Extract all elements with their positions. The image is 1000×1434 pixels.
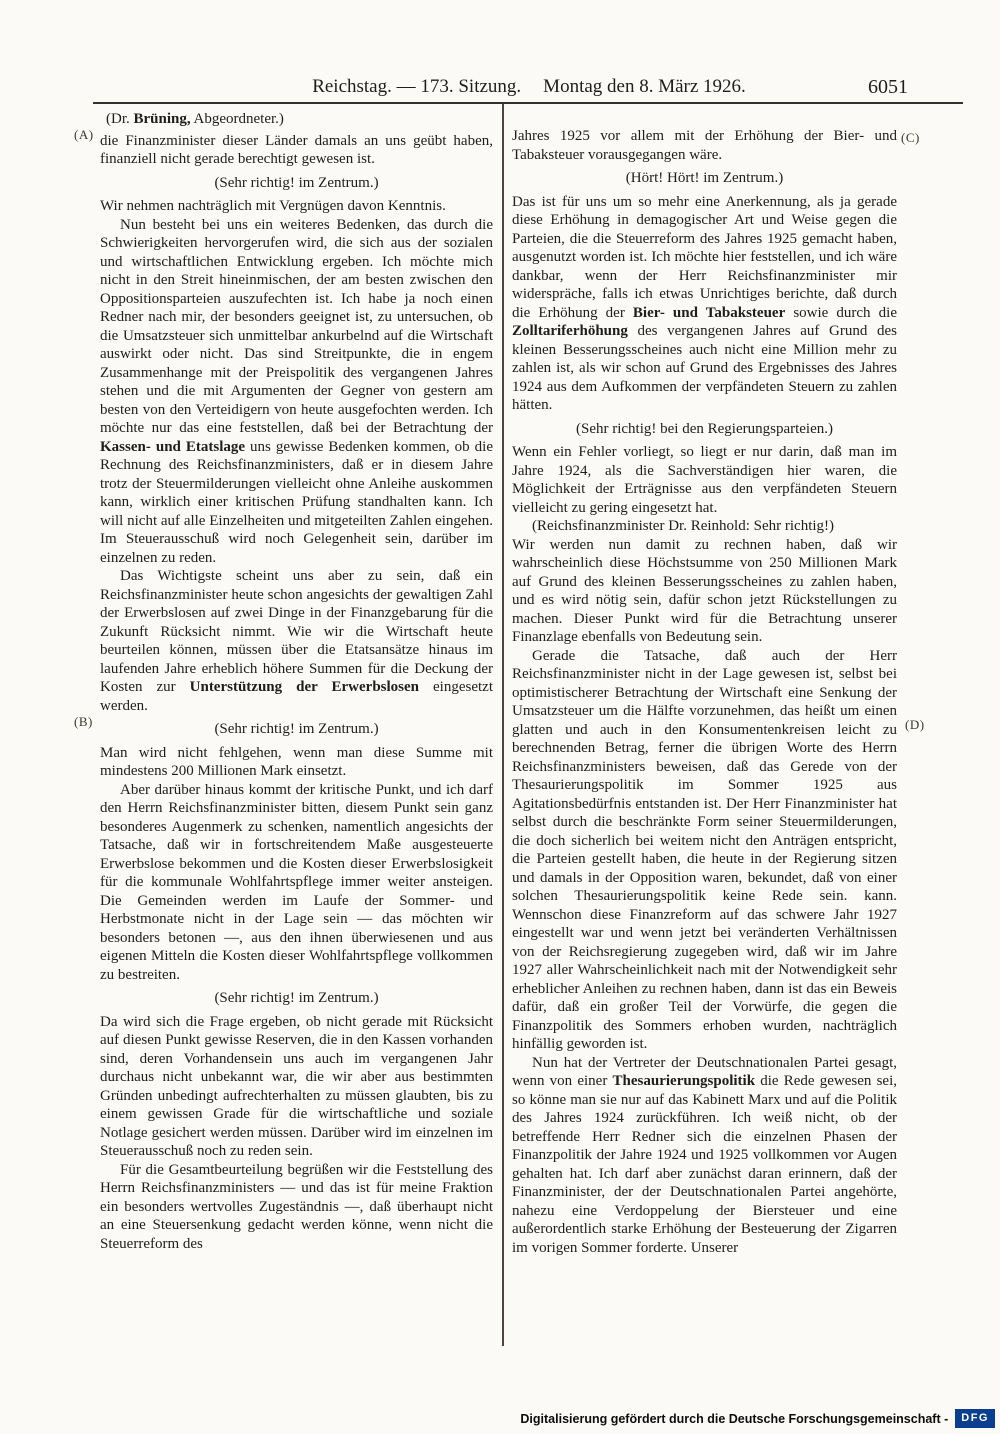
text-run: Das Wichtigste scheint uns aber zu sein, daß ein Reichsfinanzminister heute schon angesichts der gewaltigen Zahl der Erwerbslosen auf zwei Dinge in der Finanzgebarung für die Zukunft Rücksicht nimmt. Wie wir die Wirtschaft heute beurteilen können, müssen über die Etatsansätze hinaus im laufenden Jahre erheblich höhere Summen für die Deckung der Kosten zur [100, 568, 493, 695]
paragraph [100, 197, 493, 216]
paragraph [512, 517, 897, 536]
interjection [100, 720, 493, 739]
emphasized-text: Bier- und Tabaksteuer [632, 304, 786, 321]
text-run: eingesetzt werden. [100, 679, 493, 714]
session-date: Montag den 8. März 1926. [543, 76, 746, 97]
paragraph [100, 781, 493, 985]
paragraph [100, 744, 493, 781]
emphasized-text: Thesaurierungspolitik [612, 1073, 756, 1089]
margin-marker-a: (A) [74, 127, 94, 142]
text-run: Für die Gesamtbeurteilung begrüßen wir die Feststellung des Herrn Reichsfinanzministers — und das ist für meine Fraktion ein besonders wertvolles Zugeständnis —, daß überhaupt nicht an eine Steuersenkung gedacht werden könne, wenn nicht die Steuerreform des [100, 1161, 493, 1252]
text-run: uns gewisse Bedenken kommen, ob die Rechnung des Reichsfinanzministers, daß er in diesem Jahre trotz der Steuermilderungen vielleicht ohne Anleihe auskommen kann, wirklich einer kritischen Prüfung standhalten kann. Ich will nicht auf alle Einzelheiten und mitgeteilten Zahlen eingehen. Im Steuerausschuß wird noch Gelegenheit sein, darüber im einzelnen zu reden. [100, 438, 493, 566]
digitization-credit [520, 1409, 995, 1428]
text-run: die Finanzminister dieser Länder damals an uns geübt haben, finanziell nicht gerade berechtigt gewesen ist. [100, 132, 493, 167]
text-run: (Sehr richtig! im Zentrum.) [214, 990, 379, 1006]
paragraph [512, 127, 897, 164]
text-run: Wir nehmen nachträglich mit Vergnügen davon Kenntnis. [100, 198, 446, 214]
paragraph [512, 1054, 897, 1258]
text-run: sowie durch die [785, 304, 897, 321]
text-run: Nun hat der Vertreter der Deutschnationalen Partei gesagt, wenn von einer [512, 1054, 897, 1089]
right-column [512, 127, 897, 1257]
text-run: Da wird sich die Frage ergeben, ob nicht gerade mit Rücksicht auf diesen Punkt gewisse Reserven, die in den Kassen vorhanden sind, deren Vorhandensein uns auch im vergangenen Jahr durchaus nicht unbekannt war, die wir aber aus bestimmten Gründen unbedingt aufrechterhalten zu müssen glaubten, bis zu einem gewissen Grade für die wirtschaftliche und soziale Notlage gesichert werden müssen. Darüber wird im einzelnen im Steuerausschuß noch zu reden sein. [100, 1013, 493, 1159]
paragraph [512, 193, 897, 415]
paragraph [100, 1013, 493, 1161]
text-run: Gerade die Tatsache, daß auch der Herr Reichsfinanzminister nicht in der Lage gewesen ist, selbst bei optimistischerer Betrachtung der Wirtschaft eine Senkung der Umsatzsteuer um die Hälfte vorzunehmen, das heißt um einen glatten und auch in den Konsumentenkreisen leicht zu berechnenden Betrag, ferner die übrigen Worte des Herrn Reichsfinanzministers beweisen, daß das Gerede von der Thesaurierungspolitik im Sommer 1925 aus Agitationsbedürfnis entstanden ist. Der Herr Finanzminister hat selbst durch die beschränkte Form seiner Steuermilderungen, die doch sicherlich bei weitem nicht den Anträgen entspricht, die Parteien gestellt haben, die heute in der Regierung sitzen und damals in der Opposition waren, bekundet, daß von einer solchen Thesaurierungspolitik keine Rede sein. kann. Wennschon diese Finanzreform auf das schwere Jahr 1927 eingestellt war und wenn jetzt bei veränderten Verhältnissen von der Reichsregierung zugegeben wird, daß wir im Jahre 1927 aller Wahrscheinlichkeit nach mit der Notwendigkeit sehr erheblicher Anleihen zu rechnen haben, dann ist das ein Beweis dafür, daß ein großer Teil der Vorwürfe, die gegen die Finanzpolitik des Sommers erhoben wurden, nachträglich hinfällig geworden ist. [512, 647, 897, 1052]
dfg-logo: DFG [955, 1409, 995, 1428]
page-number: 6051 [868, 76, 908, 98]
margin-marker-c: (C) [901, 130, 920, 145]
interjection [100, 989, 493, 1008]
speaker-note [100, 110, 493, 129]
text-run: Abgeordneter.) [190, 111, 284, 127]
credit-text: Digitalisierung gefördert durch die Deutsche Forschungsgemeinschaft - [520, 1411, 949, 1426]
paragraph [512, 536, 897, 647]
emphasized-text: Zolltariferhöhung [512, 323, 628, 339]
text-run: (Dr. [106, 111, 134, 127]
left-column [100, 108, 493, 1253]
text-run: Nun besteht bei uns ein weiteres Bedenken, das durch die Schwierigkeiten hervorgerufen wird, die sich aus der sozialen und wirtschaftlichen Entwicklung ergeben. Ich möchte mich nicht in den Streit hineinmischen, der am besten zwischen den Oppositionsparteien auszufechten ist. Ich habe ja noch einen Redner nach mir, der besonders geeignet ist, zu untersuchen, ob die Umsatzsteuer sich unmittelbar ankurbelnd auf die Wirtschaft auswirkt oder nicht. Das sind Streitpunkte, die in engem Zusammenhange mit der Preispolitik des vergangenen Jahres stehen und die mit Argumenten der Gegner von gestern am besten von den Verteidigern von heute ausgefochten werden. Ich möchte nur das eine feststellen, daß bei der Betrachtung der [100, 216, 493, 436]
text-run: des vergangenen Jahres auf Grund des kleinen Besserungsscheines auch nicht eine Million mehr zu zahlen ist, als wir schon auf Grund des Ergebnisses des Jahres 1924 aus dem Aufkommen der verpfändeten Steuern zu zahlen hätten. [512, 323, 897, 413]
text-run: Man wird nicht fehlgehen, wenn man diese Summe mit mindestens 200 Millionen Mark einsetzt. [100, 744, 493, 779]
column-divider [502, 104, 504, 1346]
paragraph [100, 132, 493, 169]
paragraph [100, 567, 493, 715]
header-rule [93, 102, 963, 104]
emphasized-text: Unterstützung der Erwerbslosen [189, 679, 420, 695]
session-title: Reichstag. — 173. Sitzung. [312, 76, 522, 97]
text-run: die Rede gewesen sei, so könne man sie nur auf das Kabinett Marx und auf die Politik des Jahres 1924 zurückführen. Ich weiß nicht, ob der betreffende Herr Redner sich die einzelnen Phasen der Finanzpolitik der Jahre 1924 und 1925 vollkommen vor Augen gehalten hat. Ich darf aber zunächst daran erinnern, daß der Finanzminister, der der Deutschnationalen Partei angehörte, nahezu eine Verdoppelung der Biersteuer und eine außerordentlich starke Erhöhung der Besteuerung der Zigarren im vorigen Sommer forderte. Unserer [512, 1073, 898, 1256]
interjection [512, 420, 897, 439]
margin-marker-d: (D) [905, 717, 925, 732]
text-run: Das ist für uns um so mehr eine Anerkennung, als ja gerade diese Erhöhung in demagogischer Art und Weise gegen die Parteien, die die Steuerreform des Jahres 1925 gemacht haben, ausgenutzt worden ist. Ich möchte hier feststellen, und ich wäre dankbar, wenn der Herr Reichsfinanzminister mir widerspräche, falls ich etwas Unrichtiges berichte, daß durch die Erhöhung der [512, 193, 897, 321]
interjection [512, 169, 897, 188]
paragraph [100, 216, 493, 568]
header-title-line [95, 76, 963, 98]
text-run: (Sehr richtig! im Zentrum.) [214, 174, 379, 191]
text-run: Aber darüber hinaus kommt der kritische Punkt, und ich darf den Herrn Reichsfinanzminister bitten, diesem Punkt sein ganz besonderes Augenmerk zu schenken, namentlich angesichts der Tatsache, daß wir in fortschreitendem Maße ausgesteuerte Erwerbslose bekommen und die Kosten dieser Erwerbslosigkeit für die kommunale Wohlfahrtspflege immer weiter ansteigen. Die Gemeinden werden im Laufe der Sommer- und Herbstmonate nicht in der Lage sein — das möchten wir besonders betonen —, aus den ihnen überwiesenen und aus eigenen Mitteln die Kosten dieser Wohlfahrtspflege vollkommen zu bestreiten. [100, 781, 493, 983]
text-run: (Sehr richtig! im Zentrum.) [214, 721, 379, 737]
text-run: Jahres 1925 vor allem mit der Erhöhung der Bier- und Tabaksteuer vorausgegangen wäre. [512, 128, 897, 163]
margin-marker-b: (B) [74, 714, 93, 729]
page-header [95, 76, 963, 102]
text-run: (Sehr richtig! bei den Regierungsparteien.) [576, 420, 833, 437]
paragraph [512, 647, 897, 1054]
interjection [100, 174, 493, 193]
paragraph [100, 1161, 493, 1254]
emphasized-text: Kassen- und Etatslage [100, 438, 246, 455]
text-run: (Reichsfinanzminister Dr. Reinhold: Sehr richtig!) [532, 518, 835, 534]
text-run: Wir werden nun damit zu rechnen haben, daß wir wahrscheinlich diese Höchstsumme von 250 Millionen Mark auf Grund des kleinen Besserungsscheines zu zahlen haben, und es wird nötig sein, dafür schon jetzt Rückstellungen zu machen. Dieser Punkt wird für die Betrachtung unserer Finanzlage ebenfalls von Bedeutung sein. [512, 536, 897, 645]
text-run: (Hört! Hört! im Zentrum.) [625, 170, 784, 186]
text-run: Wenn ein Fehler vorliegt, so liegt er nur darin, daß man im Jahre 1924, als die Sachverständigen hier waren, die Möglichkeit der Erträgnisse aus den verpfändeten Steuern vielleicht zu gering eingesetzt hat. [512, 444, 897, 516]
emphasized-text: Brüning, [133, 111, 191, 127]
paragraph [512, 443, 897, 517]
